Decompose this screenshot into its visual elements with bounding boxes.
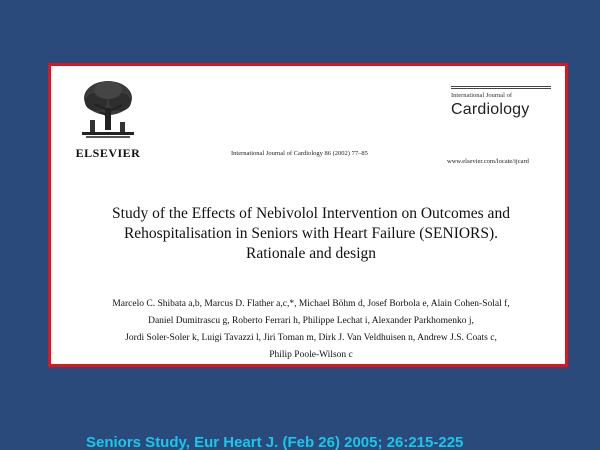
article-image-frame <box>48 63 568 367</box>
journal-rule <box>451 88 551 89</box>
article-title-line: Rehospitalisation in Seniors with Heart Failure (SENIORS). <box>123 225 499 242</box>
publisher-name: ELSEVIER <box>75 146 141 160</box>
article-title <box>81 204 541 264</box>
article-title-line: Rationale and design <box>246 245 376 262</box>
article-title-line: Study of the Effects of Nebivolol Intervention on Outcomes and <box>112 205 510 222</box>
footer-citation: Seniors Study, Eur Heart J. (Feb 26) 2005; 26:215-225 <box>86 434 464 450</box>
journal-title: Cardiology <box>451 101 530 118</box>
journal-rule <box>451 86 551 87</box>
journal-citation: International Journal of Cardiology 86 (2002) 77–85 <box>231 150 368 157</box>
author-line: Marcelo C. Shibata a,b, Marcus D. Flather a,c,*, Michael Böhm d, Josef Borbola e, Alain Cohen-Solal f, <box>112 299 510 309</box>
author-line: Daniel Dumitrascu g, Roberto Ferrari h, Philippe Lechat i, Alexander Parkhomenko j, <box>148 316 474 326</box>
journal-kicker: International Journal of <box>451 92 513 99</box>
publisher-logo <box>73 78 143 162</box>
journal-masthead <box>451 86 551 119</box>
author-list <box>63 296 559 364</box>
journal-url: www.elsevier.com/locate/ijcard <box>447 158 529 165</box>
author-line: Jordi Soler-Soler k, Luigi Tavazzi l, Jiri Toman m, Dirk J. Van Veldhuisen n, Andrew J.S. Coats c, <box>125 333 497 343</box>
elsevier-tree-icon <box>80 78 136 142</box>
author-line: Philip Poole-Wilson c <box>269 350 353 360</box>
